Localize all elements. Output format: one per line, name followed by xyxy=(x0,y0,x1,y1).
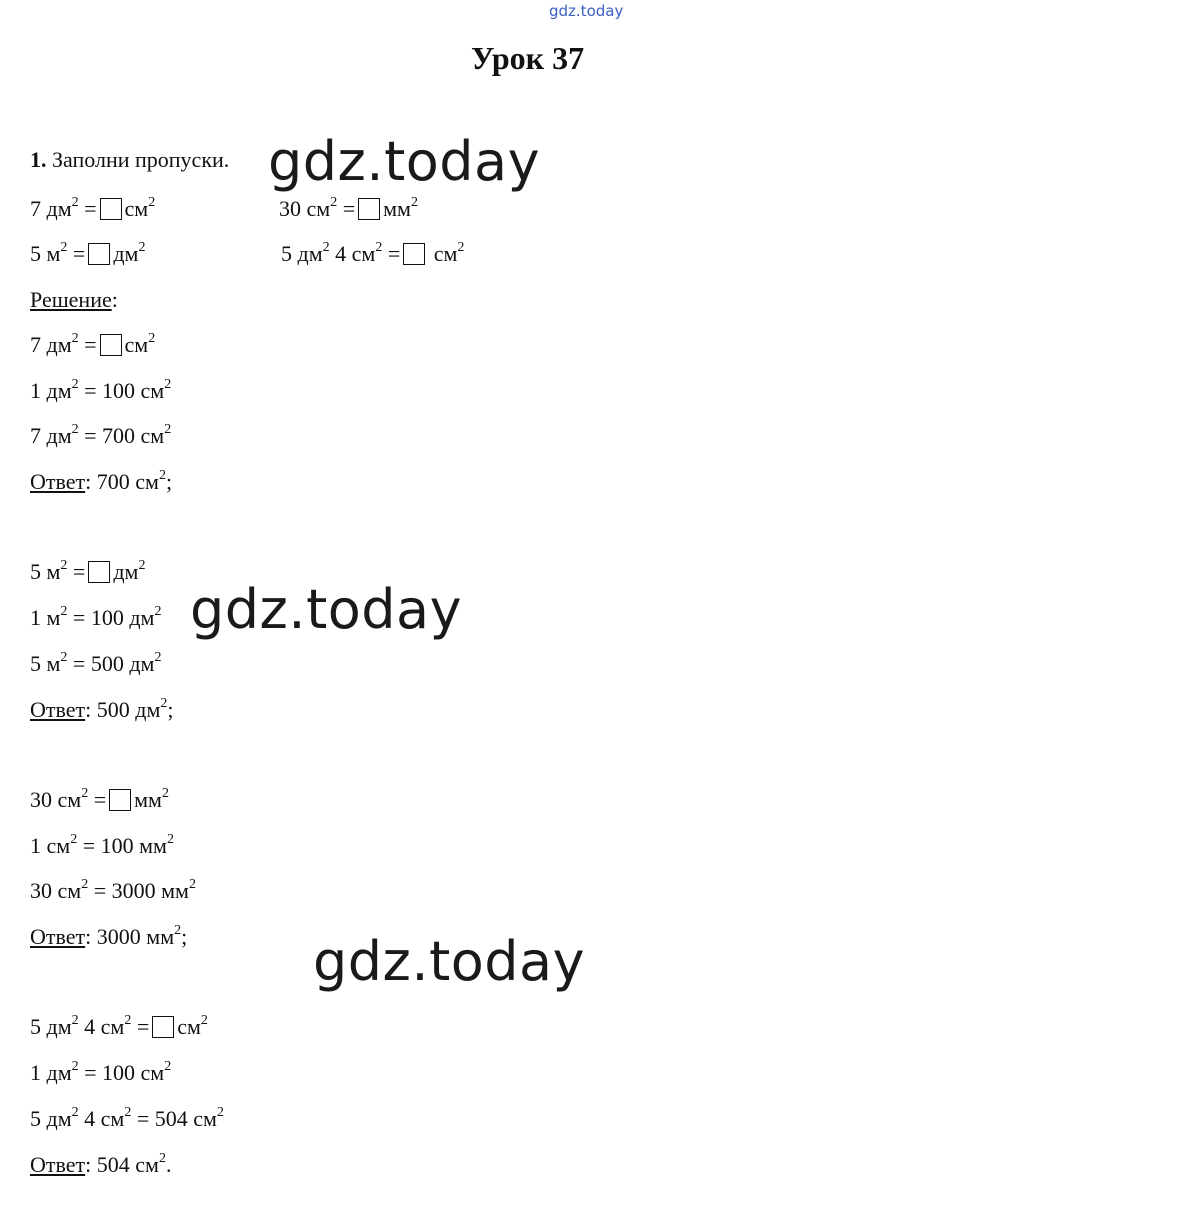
solution-c-prompt: 30 $см^2 = мм^2$ xyxy=(30,786,169,812)
watermark-2: gdz.today xyxy=(190,578,463,641)
solution-a-rule: 1 $дм^2 = 100$ $см^2$ xyxy=(30,377,172,403)
solution-c-answer: Ответ: 3000 $мм^2$; xyxy=(30,923,188,949)
watermark-3: gdz.today xyxy=(313,930,586,993)
solution-d-prompt: 5 $дм^2$ 4 $см^2 = см^2$ xyxy=(30,1013,208,1039)
blank-box xyxy=(100,198,122,220)
solution-b-answer: Ответ: 500 $дм^2$; xyxy=(30,696,174,722)
solution-a-prompt: 7 $дм^2 = см^2$ xyxy=(30,331,156,357)
watermark-1: gdz.today xyxy=(268,130,541,193)
solution-d-answer: Ответ: 504 $см^2$. xyxy=(30,1151,172,1177)
task-header xyxy=(30,146,229,174)
blank-box xyxy=(109,789,131,811)
solution-d-rule: 1 $дм^2 = 100$ $см^2$ xyxy=(30,1059,172,1085)
prompt-d: 5 $дм^2$ 4 $см^2 = см^2$ xyxy=(281,240,465,266)
prompt-c: 30 $см^2 = мм^2$ xyxy=(279,195,418,221)
solution-heading: Решение: xyxy=(30,287,118,312)
solution-a-result: 7 $дм^2 = 700$ $см^2$ xyxy=(30,422,172,448)
solution-d-result: 5 $дм^2$ 4 $см^2 = 504$ $см^2$ xyxy=(30,1105,224,1131)
prompt-a: 7 $дм^2 = см^2$ xyxy=(30,195,156,221)
blank-box xyxy=(358,198,380,220)
blank-box xyxy=(403,243,425,265)
blank-box xyxy=(100,334,122,356)
solution-b-rule: 1 $м^2 = 100$ $дм^2$ xyxy=(30,604,162,630)
solution-c-rule: 1 $см^2 = 100$ $мм^2$ xyxy=(30,832,174,858)
top-watermark: gdz.today xyxy=(549,2,624,20)
prompt-b: 5 $м^2 = дм^2$ xyxy=(30,240,146,266)
solution-b-result: 5 $м^2 = 500$ $дм^2$ xyxy=(30,650,162,676)
solution-c-result: 30 $см^2 = 3000$ $мм^2$ xyxy=(30,877,196,903)
task-number: 1. xyxy=(30,147,47,172)
blank-box xyxy=(152,1016,174,1038)
blank-box xyxy=(88,561,110,583)
task-instruction: Заполни пропуски. xyxy=(52,147,230,172)
blank-box xyxy=(88,243,110,265)
solution-b-prompt: 5 $м^2 = дм^2$ xyxy=(30,558,146,584)
page-title: Урок 37 xyxy=(471,40,585,76)
solution-a-answer: Ответ: 700 $см^2$; xyxy=(30,468,173,494)
